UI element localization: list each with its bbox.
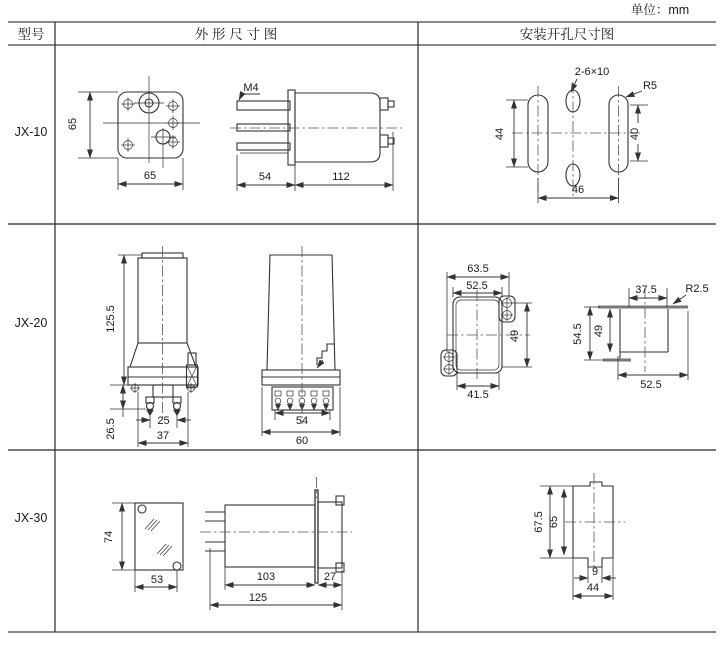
dim-jx30-notch-width: 9 xyxy=(591,566,599,578)
dim-jx30-cutout-inner-height: 65 xyxy=(548,515,560,529)
dim-jx10-slot-span-left: 44 xyxy=(494,127,506,141)
jx20-cutout-view xyxy=(441,263,532,401)
dim-jx10-thread: M4 xyxy=(243,82,259,94)
dim-jx20-panel-inner-height: 49 xyxy=(593,324,605,338)
dim-jx20-pin-span: 25 xyxy=(157,415,170,427)
dim-jx20-width: 60 xyxy=(295,435,309,447)
jx30-mounting-view xyxy=(533,473,625,600)
jx30-side-view xyxy=(200,477,352,610)
dim-jx20-cutout-bottom-width: 41.5 xyxy=(467,389,489,401)
model-label-jx10: JX-10 xyxy=(14,125,48,139)
column-header-mounting: 安装开孔尺寸图 xyxy=(519,27,615,42)
dim-jx20-cutout-height: 49 xyxy=(509,329,521,343)
dim-jx10-front-height: 65 xyxy=(67,117,79,131)
mounting-holes xyxy=(121,97,180,152)
glass-hatch-marks xyxy=(145,519,172,556)
dim-jx20-cutout-inner-width: 52.5 xyxy=(466,280,488,292)
dim-jx30-cutout-width: 44 xyxy=(586,582,600,594)
dim-jx20-panel-bottom-width: 52.5 xyxy=(640,379,662,391)
jx10-mounting-view xyxy=(494,66,657,203)
dim-jx20-panel-radius: R2.5 xyxy=(685,283,709,295)
dim-jx10-hole-span: 46 xyxy=(571,184,585,196)
unit-label: 单位：mm xyxy=(630,3,690,17)
jx20-side-view xyxy=(105,246,198,447)
cutout-screws-top xyxy=(501,297,513,321)
dim-jx20-pin-depth: 26.5 xyxy=(105,418,117,440)
jx10-side-view xyxy=(230,82,402,191)
dim-jx20-cutout-outer-width: 63.5 xyxy=(467,263,489,275)
dim-jx30-front-height: 74 xyxy=(103,530,115,544)
dim-jx30-collar-length: 27 xyxy=(323,571,337,583)
column-header-model: 型号 xyxy=(17,27,45,42)
jx20-panel-section-view xyxy=(572,283,709,391)
dim-jx20-height: 125.5 xyxy=(105,305,117,333)
dim-jx10-holes: 2-6×10 xyxy=(574,66,610,78)
dim-jx30-body-length: 103 xyxy=(256,571,276,583)
dim-jx20-base-width: 37 xyxy=(156,430,170,442)
dim-jx10-body-length: 112 xyxy=(332,171,350,183)
model-label-jx30: JX-30 xyxy=(14,511,48,525)
dim-jx10-front-width: 65 xyxy=(143,170,157,182)
dim-jx30-total-length: 125 xyxy=(248,592,268,604)
dim-jx10-slot-span-right: 40 xyxy=(629,127,641,141)
dim-jx20-panel-top-width: 37.5 xyxy=(635,284,657,296)
dim-jx10-pin-length: 54 xyxy=(258,171,272,183)
dim-jx20-pin-row-width: 54 xyxy=(295,415,309,427)
column-header-outline: 外 形 尺 寸 图 xyxy=(194,27,278,42)
dim-jx20-panel-outer-height: 54.5 xyxy=(572,323,584,345)
dim-jx30-front-width: 53 xyxy=(150,574,164,586)
dim-jx30-cutout-outer-height: 67.5 xyxy=(533,511,545,533)
dim-jx10-slot-radius: R5 xyxy=(642,80,658,92)
model-label-jx20: JX-20 xyxy=(14,316,48,330)
jx20-front-view xyxy=(262,246,340,447)
terminal-pins xyxy=(146,397,181,415)
jx10-front-view xyxy=(67,76,200,190)
jx30-front-view xyxy=(103,503,183,592)
